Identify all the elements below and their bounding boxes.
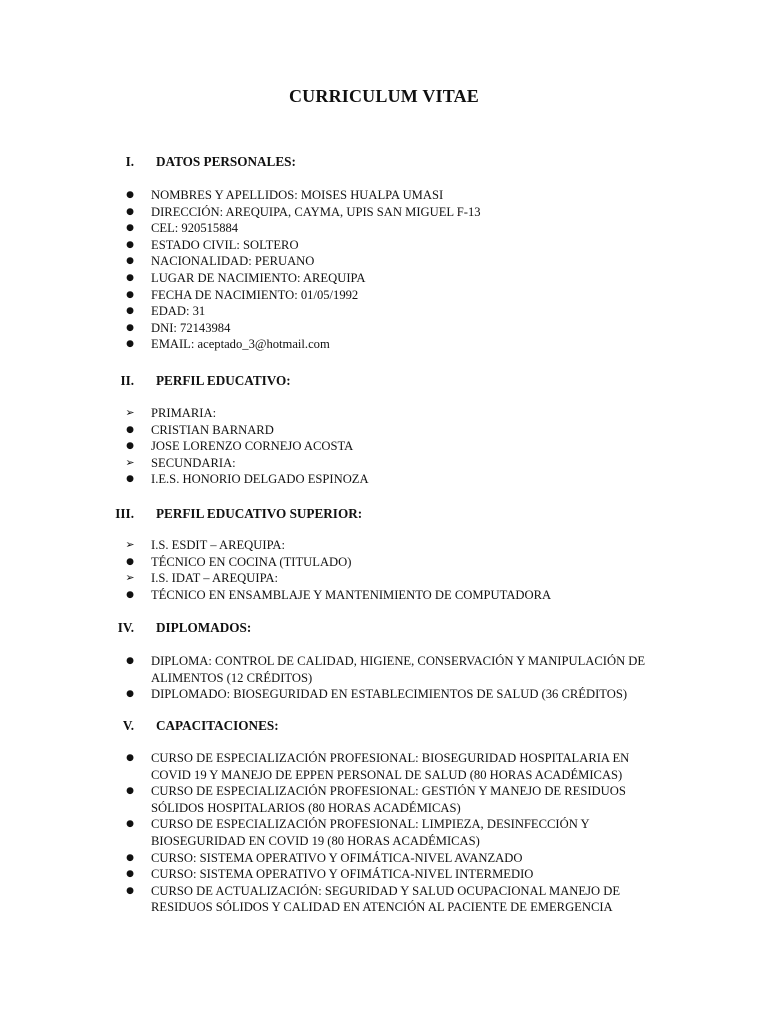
list-item [0, 270, 651, 287]
list-item-text: I.S. IDAT – AREQUIPA: [151, 571, 279, 586]
training-list [0, 750, 768, 916]
list-item [0, 336, 651, 353]
list-item-text: DNI: 72143984 [151, 320, 231, 335]
bullet-icon: ● [126, 339, 134, 350]
section-numeral: II. [120, 373, 134, 388]
list-item [0, 187, 651, 204]
list-item-text: I.E.S. HONORIO DELGADO ESPINOZA [151, 472, 369, 487]
list-item-text: CURSO DE ACTUALIZACIÓN: SEGURIDAD Y SALUD OCUPACIONAL MANEJO DE RESIDUOS SÓLIDOS Y CALIDAD EN ATENCIÓN AL PACIENTE DE EMERGENCIA [151, 883, 621, 915]
list-item [0, 253, 651, 270]
list-item-text: CURSO DE ESPECIALIZACIÓN PROFESIONAL: BIOSEGURIDAD HOSPITALARIA EN COVID 19 Y MANEJO DE EPPEN PERSONAL DE SALUD (80 HORAS ACADÉMICAS) [151, 751, 630, 782]
section-heading [0, 154, 768, 172]
bullet-icon: ● [126, 206, 134, 217]
section-title: DIPLOMADOS: [156, 620, 252, 635]
bullet-icon: ● [126, 885, 134, 896]
list-item-text: DIPLOMA: CONTROL DE CALIDAD, HIGIENE, CONSERVACIÓN Y MANIPULACIÓN DE ALIMENTOS (12 CRÉDITOS) [151, 654, 646, 685]
list-item [0, 750, 651, 783]
list-item [0, 850, 651, 867]
list-item [0, 686, 651, 703]
list-item [0, 438, 651, 455]
section-capacitaciones [0, 718, 768, 736]
diplomas-list [0, 653, 768, 703]
section-numeral: I. [125, 154, 134, 169]
list-item-text: ESTADO CIVIL: SOLTERO [151, 237, 299, 252]
list-item-text: PRIMARIA: [151, 406, 217, 420]
bullet-icon: ● [126, 786, 134, 797]
page-title: CURRICULUM VITAE [288, 86, 480, 106]
section-title: DATOS PERSONALES: [156, 154, 296, 169]
list-item [0, 883, 651, 916]
list-item [0, 554, 651, 571]
section-heading [0, 506, 768, 524]
bullet-icon: ● [126, 424, 134, 435]
bullet-icon: ● [126, 272, 134, 283]
higher-education-list [0, 537, 768, 603]
list-item-text: CRISTIAN BARNARD [151, 422, 274, 437]
section-numeral: III. [115, 506, 134, 521]
list-item-text: FECHA DE NACIMIENTO: 01/05/1992 [151, 287, 359, 302]
arrow-bullet-icon: ➢ [125, 455, 135, 469]
bullet-icon: ● [126, 852, 134, 863]
section-datos-personales [0, 154, 768, 172]
bullet-icon: ● [126, 589, 134, 600]
personal-data-list [0, 187, 768, 353]
list-item [0, 783, 651, 816]
section-title: PERFIL EDUCATIVO: [156, 373, 291, 388]
arrow-bullet-icon: ➢ [125, 571, 135, 585]
list-item-text: DIRECCIÓN: AREQUIPA, CAYMA, UPIS SAN MIGUEL F-13 [151, 204, 481, 219]
bullet-icon: ● [126, 753, 134, 763]
list-item [0, 537, 651, 554]
bullet-icon: ● [126, 656, 134, 666]
list-item [0, 303, 651, 320]
list-item [0, 866, 651, 883]
list-item-text: CURSO: SISTEMA OPERATIVO Y OFIMÁTICA-NIVEL INTERMEDIO [151, 867, 534, 882]
bullet-icon: ● [126, 306, 134, 317]
list-item-text: DIPLOMADO: BIOSEGURIDAD EN ESTABLECIMIENTOS DE SALUD (36 CRÉDITOS) [151, 687, 628, 702]
list-item [0, 204, 651, 221]
bullet-icon: ● [126, 239, 134, 250]
list-item-text: SECUNDARIA: [151, 455, 236, 470]
list-item [0, 237, 651, 254]
bullet-icon: ● [126, 441, 134, 452]
bullet-icon: ● [126, 289, 134, 300]
section-numeral: IV. [117, 620, 134, 635]
list-item-text: CURSO: SISTEMA OPERATIVO Y OFIMÁTICA-NIVEL AVANZADO [151, 850, 523, 865]
arrow-bullet-icon: ➢ [125, 406, 135, 419]
section-perfil-educativo-superior [0, 506, 768, 524]
list-item-text: TÉCNICO EN COCINA (TITULADO) [151, 554, 352, 569]
list-item [0, 405, 651, 422]
section-perfil-educativo [0, 373, 768, 391]
bullet-icon: ● [126, 223, 134, 234]
section-heading [0, 620, 768, 638]
list-item [0, 287, 651, 304]
list-item-text: EMAIL: aceptado_3@hotmail.com [151, 337, 330, 352]
section-title: CAPACITACIONES: [156, 718, 279, 733]
bullet-icon: ● [126, 689, 134, 700]
list-item-text: I.S. ESDIT – AREQUIPA: [151, 538, 286, 552]
bullet-icon: ● [126, 190, 134, 200]
bullet-icon: ● [126, 819, 134, 830]
arrow-bullet-icon: ➢ [125, 538, 135, 551]
list-item-text: NOMBRES Y APELLIDOS: MOISES HUALPA UMASI [151, 188, 444, 202]
list-item [0, 455, 651, 472]
bullet-icon: ● [126, 322, 134, 333]
bullet-icon: ● [126, 474, 134, 485]
list-item [0, 220, 651, 237]
section-heading [0, 373, 768, 391]
list-item-text: EDAD: 31 [151, 304, 206, 319]
section-numeral: V. [122, 718, 134, 733]
bullet-icon: ● [126, 869, 134, 880]
list-item-text: CURSO DE ESPECIALIZACIÓN PROFESIONAL: LIMPIEZA, DESINFECCIÓN Y BIOSEGURIDAD EN COVID 19 (80 HORAS ACADÉMICAS) [151, 817, 590, 848]
list-item-text: TÉCNICO EN ENSAMBLAJE Y MANTENIMIENTO DE COMPUTADORA [151, 587, 552, 602]
list-item-text: LUGAR DE NACIMIENTO: AREQUIPA [151, 270, 366, 285]
list-item [0, 570, 651, 587]
list-item-text: CEL: 920515884 [151, 221, 239, 236]
list-item-text: CURSO DE ESPECIALIZACIÓN PROFESIONAL: GESTIÓN Y MANEJO DE RESIDUOS SÓLIDOS HOSPITALARIOS (80 HORAS ACADÉMICAS) [151, 784, 626, 815]
section-diplomados [0, 620, 768, 638]
list-item [0, 422, 651, 439]
list-item-text: JOSE LORENZO CORNEJO ACOSTA [151, 439, 354, 454]
list-item [0, 587, 651, 604]
list-item [0, 653, 651, 686]
list-item [0, 816, 651, 849]
list-item [0, 320, 651, 337]
section-title: PERFIL EDUCATIVO SUPERIOR: [156, 506, 363, 521]
list-item [0, 471, 651, 488]
education-list [0, 405, 768, 488]
list-item-text: NACIONALIDAD: PERUANO [151, 254, 315, 269]
section-heading [0, 718, 768, 736]
bullet-icon: ● [126, 256, 134, 267]
bullet-icon: ● [126, 556, 134, 567]
